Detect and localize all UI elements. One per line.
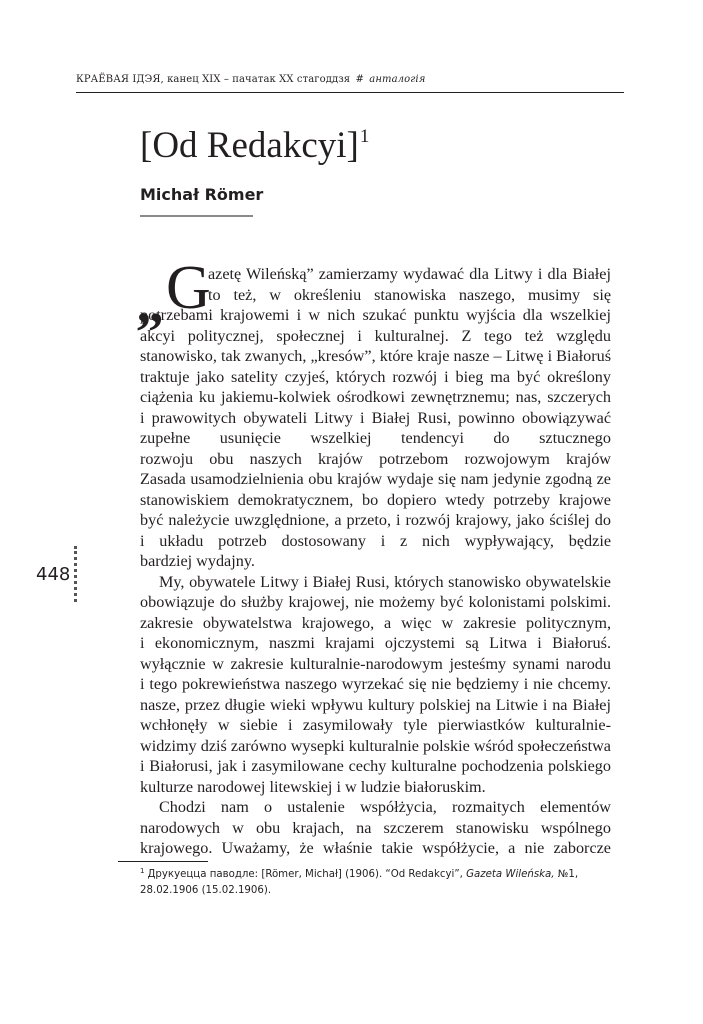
footnote-text: Друкуецца паводле: [Römer, Michał] (1906). “Od Redakcyi”, xyxy=(147,869,463,880)
title-footnote-ref: 1 xyxy=(359,126,370,147)
running-head-series: КРАЁВАЯ ІДЭЯ, канец XIX – пачатак XX стагоддзя xyxy=(76,74,351,85)
footnote xyxy=(140,867,620,898)
article-title xyxy=(140,124,369,167)
text-line: wyłącznie w zakresie kulturalnie-narodowym jesteśmy synami narodu xyxy=(140,654,611,673)
text-line: akcyi politycznej, społecznej i kulturalnej. Z tego też względu xyxy=(140,326,611,345)
text-line: i prawowitych obywateli Litwy i Białej Rusi, powinno obowiązywać xyxy=(140,408,611,427)
text-line: zupełne usunięcie wszelkiej tendencyi do sztucznego xyxy=(140,429,611,447)
article-body xyxy=(136,254,611,859)
text-line: i ekonomicznym, naszmi krajami ojczystemi są Litwa i Białoruś. xyxy=(140,634,611,652)
text-line: kulturze narodowej litewskiej i w ludzie białoruskim. xyxy=(140,777,486,796)
text-line: nasze, przez długie wieki wpływu kultury polskiej na Litwie i na Białej xyxy=(140,695,611,714)
footnote-source-title: Gazeta Wileńska, xyxy=(466,869,555,880)
text-line: zakresie obywatelstwa krajowego, a więc w zakresie politycznym, xyxy=(140,613,611,632)
running-head-section: анталогія xyxy=(369,74,426,85)
running-head xyxy=(76,74,624,85)
text-line: bardziej wydajny. xyxy=(140,552,255,570)
dropcap-opening-quote: „ xyxy=(136,273,164,335)
text-line: Zasada usamodzielnienia obu krajów wydaje się nam jedynie zgodną ze xyxy=(140,470,611,488)
page-margin-dotted-rule xyxy=(74,546,77,602)
text-line: to też, w określeniu stanowiska naszego, musimy się xyxy=(208,285,611,304)
text-line: traktuje jako satelity czyjeś, których rozwój i bieg ma być określony xyxy=(140,367,611,386)
text-line: i Białorusi, jak i zasymilowane cechy kulturalne pochodzenia polskiego xyxy=(140,757,611,775)
article-title-text: [Od Redakcyi] xyxy=(140,125,359,166)
article-author: Michał Römer xyxy=(140,185,264,204)
text-line: stanowiskiem demokratycznem, bo dopiero wtedy potrzeby krajowe xyxy=(140,490,611,509)
text-line: krajowego. Uważamy, że właśnie takie współżycie, a nie zaborcze xyxy=(140,839,611,857)
text-line: Chodzi nam o ustalenie współżycia, rozmaitych elementów xyxy=(159,798,611,816)
author-underline xyxy=(140,215,253,217)
text-line: ciążenia ku jakiemu-kolwiek ośrodkowi zewnętrznemu; nas, szczerych xyxy=(140,388,611,406)
footnote-divider xyxy=(118,861,208,862)
text-line: i układu potrzeb dostosowany i z nich wypływający, będzie xyxy=(140,531,611,550)
text-line: rozwoju obu naszych krajów potrzebom rozwojowym krajów xyxy=(140,449,611,468)
text-line: azetę Wileńską” zamierzamy wydawać dla Litwy i dla Białej xyxy=(208,265,611,283)
text-line: być należycie uwzględnione, a przeto, i rozwój krajowy, jako ściślej do xyxy=(140,511,611,529)
footnote-text-tail: №1, 28.02.1906 (15.02.1906). xyxy=(140,869,579,896)
text-line: narodowych w obu krajach, na szczerem stanowisku wspólnego xyxy=(140,818,611,837)
text-line: My, obywatele Litwy i Białej Rusi, których stanowisko obywatelskie xyxy=(159,572,611,591)
text-line: stanowisko, tak zwanych, „kresów”, które kraje nasze – Litwę i Białoruś xyxy=(140,347,611,365)
text-line: widzimy dziś zarówno wysepki kulturalnie polskie wśród społeczeństwa xyxy=(140,736,611,755)
text-line: wchłonęły w siebie i zasymilowały tyle pierwiastków kulturalnie- xyxy=(140,716,611,734)
running-head-separator: # xyxy=(355,74,364,85)
text-line: potrzebami krajowemi i w nich szukać punktu wyjścia dla wszelkiej xyxy=(140,306,611,324)
header-divider xyxy=(76,92,624,93)
page-number: 448 xyxy=(36,564,71,585)
text-line: i tego pokrewieństwa naszego wyrzekać się nie będziemy i nie chcemy. xyxy=(140,675,611,693)
footnote-marker: 1 xyxy=(140,867,145,875)
dropcap-letter: G xyxy=(166,254,211,322)
text-line: obowiązuje do służby krajowej, nie możemy być kolonistami polskimi. xyxy=(140,593,611,611)
